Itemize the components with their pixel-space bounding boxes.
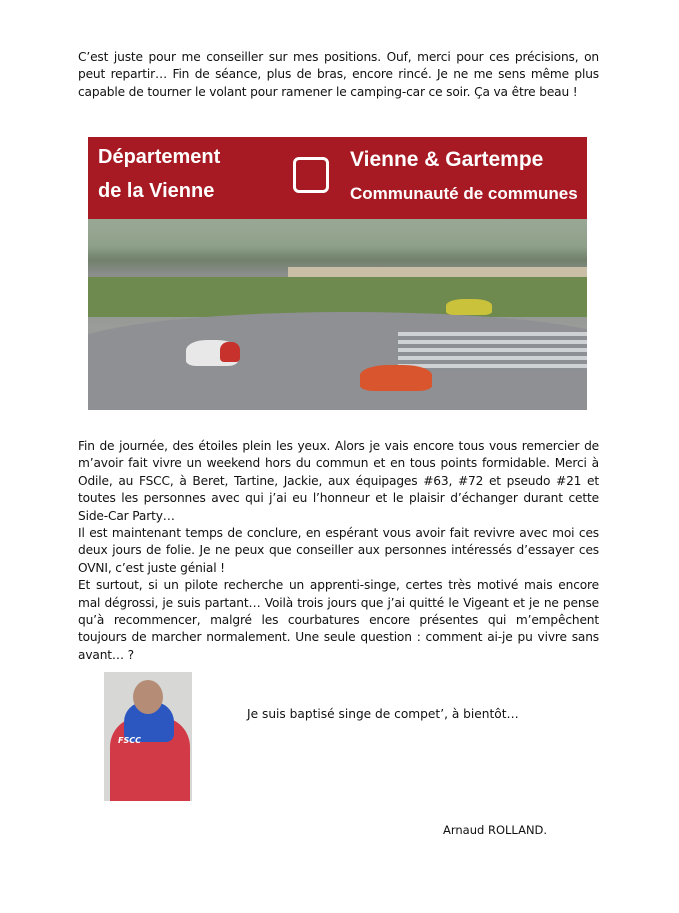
paragraph-intro [78,49,599,101]
paragraph-text: C’est juste pour me conseiller sur mes positions. Ouf, merci pour ces précisions, on peut repartir… Fin de séance, plus de bras, encore rincé. Je ne me sens même plus capable de tourner le volant pour ramener le camping-car ce soir. Ça va être beau ! [78,50,599,99]
fscc-logo: FSCC [118,736,141,745]
banner-text: Vienne & Gartempe [350,149,544,170]
author-photo [104,672,192,801]
sidecar-yellow [446,299,492,315]
sidecar-orange [360,365,432,391]
author-signature: Arnaud ROLLAND. [443,823,548,837]
sidecar-red [220,342,240,362]
county-logo-icon [293,157,329,193]
banner-text: Département [98,147,221,167]
banner-text: Communauté de communes [350,185,578,202]
race-track-photo [88,137,587,410]
paragraph-text: Fin de journée, des étoiles plein les yeux. Alors je vais encore tous vous remercier de m’avoir fait vivre un weekend hors du commun et en tous points formidable. Merci à Odile, au FSCC, à Beret, Tartine, Jackie, aux équipages #63, #72 et pseudo #21 et toutes les personnes avec qui j’ai eu l’honneur et le plaisir d’échanger durant cette Side-Car Party… [78,439,599,523]
head [133,680,163,714]
photo-caption: Je suis baptisé singe de compet’, à bientôt… [247,707,519,721]
guard-rail [398,332,587,372]
paragraph-conclusion [78,438,599,664]
sponsor-banner [88,137,587,219]
banner-text: de la Vienne [98,181,215,201]
grass-area [88,277,587,317]
paragraph-text: Il est maintenant temps de conclure, en espérant vous avoir fait revivre avec moi ces deux jours de folie. Je ne peux que conseiller aux personnes intéressés d’essayer ces OVNI, c’est juste génial ! [78,526,599,575]
paragraph-text: Et surtout, si un pilote recherche un apprenti-singe, certes très motivé mais encore mal dégrossi, je suis partant… Voilà trois jours que j’ai quitté le Vigeant et je ne pense qu’à recommencer, malgré les courbatures encore présentes qui m’empêchent toujours de marcher normalement. Une seule question : comment ai-je pu vivre sans avant… ? [78,578,599,662]
